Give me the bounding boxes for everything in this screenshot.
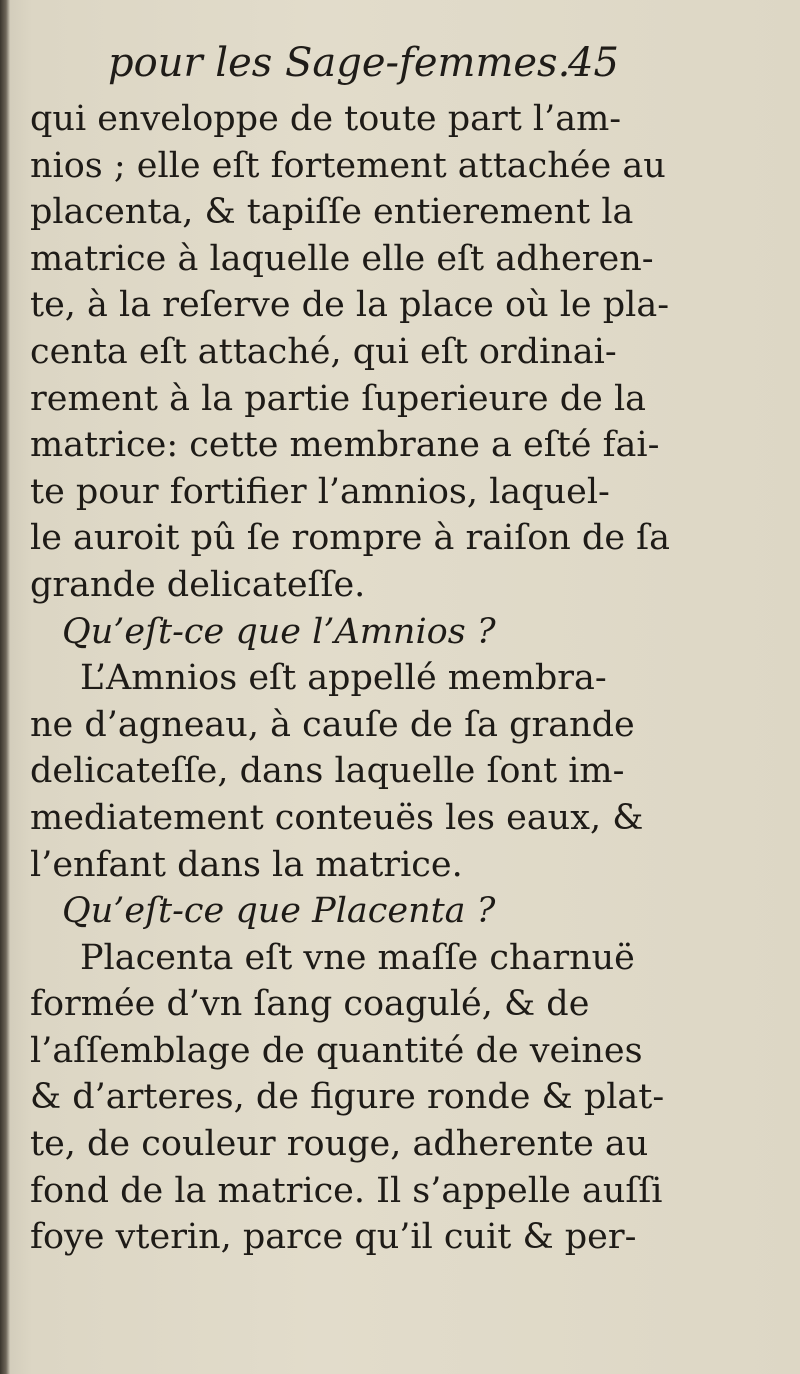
text-line: matrice: cette membrane a eſté fai- [30, 425, 660, 466]
text-line: centa eſt attaché, qui eſt ordinai- [30, 331, 617, 372]
text-line: le auroit pû ſe rompre à raiſon de ſa [30, 518, 670, 559]
text-line: mediatement conteuës les eaux, & [30, 797, 644, 838]
text-line: placenta, & tapiſſe entierement la [30, 192, 634, 233]
question-heading: Qu’eſt-ce que Placenta ? [62, 891, 496, 932]
text-line: L’Amnios eſt appellé membra- [80, 658, 607, 699]
text-line: te, à la reſerve de la place où le pla- [30, 285, 670, 326]
text-line: formée d’vn ſang coagulé, & de [30, 984, 590, 1025]
page-number: 45 [568, 40, 619, 86]
text-line: qui enveloppe de toute part l’am- [30, 99, 622, 139]
text-line: foye vterin, parce qu’il cuit & per- [30, 1217, 637, 1258]
page-header [108, 40, 648, 90]
text-line: delicateſſe, dans laquelle ſont im- [30, 751, 625, 792]
text-line: grande delicateſſe. [30, 564, 366, 605]
text-line: fond de la matrice. Il s’appelle auſſi [30, 1170, 663, 1211]
text-line: matrice à laquelle elle eſt adheren- [30, 238, 654, 279]
text-line: l’aſſemblage de quantité de veines [30, 1030, 643, 1071]
text-line: & d’arteres, de figure ronde & plat- [30, 1077, 665, 1118]
text-line: rement à la partie ſuperieure de la [30, 378, 647, 419]
text-line: nios ; elle eſt fortement attachée au [30, 145, 666, 186]
body-text [30, 96, 670, 1261]
text-line: Placenta eſt vne maſſe charnuë [80, 937, 635, 978]
text-line: te pour fortifier l’amnios, laquel- [30, 471, 610, 512]
text-line: ne d’agneau, à cauſe de ſa grande [30, 704, 635, 745]
running-title: pour les Sage-femmes. [108, 40, 571, 86]
page-gutter [0, 0, 10, 1374]
text-line: te, de couleur rouge, adherente au [30, 1124, 649, 1165]
text-line: l’enfant dans la matrice. [30, 844, 463, 885]
question-heading: Qu’eſt-ce que l’Amnios ? [62, 611, 496, 652]
